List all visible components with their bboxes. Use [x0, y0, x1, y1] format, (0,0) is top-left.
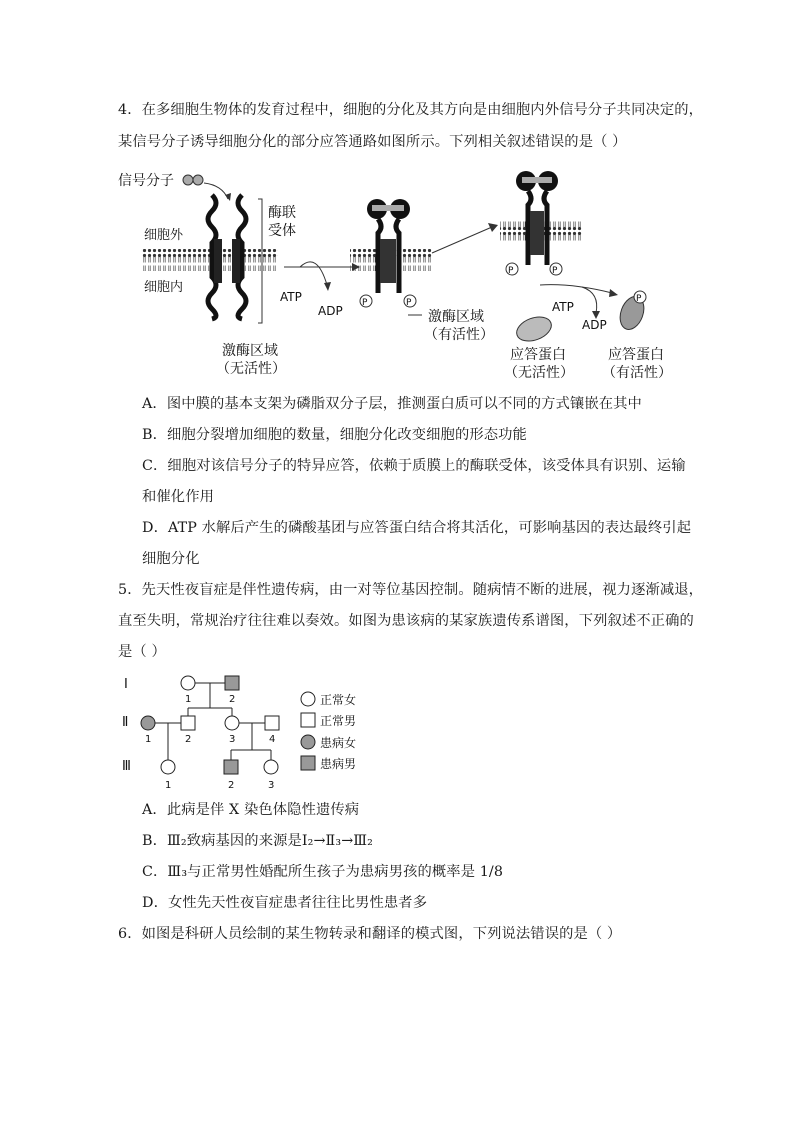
response-inactive-label-1: 应答蛋白	[510, 347, 566, 363]
q4-stem-line-2: 某信号分子诱导细胞分化的部分应答通路如图所示。下列相关叙述错误的是（ ）	[118, 134, 627, 150]
pedigree-chart	[118, 668, 398, 798]
II-2-normal-male	[181, 716, 195, 730]
II-4-normal-male	[265, 716, 279, 730]
q5-stem-line-1: 5．先天性夜盲症是伴性遗传病，由一对等位基因控制。随病情不断的进展，视力逐渐减退，	[118, 582, 704, 598]
panel-response	[500, 171, 672, 381]
svg-text:3: 3	[229, 734, 236, 745]
adp-label-1: ADP	[318, 304, 343, 318]
generation-3-label: Ⅲ	[122, 759, 131, 774]
q5-option-b: B．Ⅲ₂致病基因的来源是Ⅰ₂→Ⅱ₃→Ⅲ₂	[142, 833, 374, 849]
response-active-label-2: （有活性）	[602, 365, 672, 381]
inside-label: 细胞内	[144, 280, 184, 295]
svg-text:P: P	[362, 298, 368, 308]
response-active-label-1: 应答蛋白	[608, 347, 664, 363]
panel-inactive-receptor	[118, 173, 296, 377]
kinase-inactive-label-1: 激酶区域	[222, 343, 278, 359]
II-3-normal-female	[225, 716, 239, 730]
q4-option-d-line-2: 细胞分化	[142, 551, 200, 567]
q4-option-c-line-2: 和催化作用	[142, 489, 214, 505]
signal-pathway-figure	[112, 165, 692, 385]
q5-option-c: C．Ⅲ₃与正常男性婚配所生孩子为患病男孩的概率是 1/8	[142, 864, 504, 880]
kinase-active-label-1: 激酶区域	[428, 309, 484, 325]
I-1-normal-female	[181, 676, 195, 690]
q5-stem-line-3: 是（ ）	[118, 644, 166, 660]
generation-2-label: Ⅱ	[122, 715, 129, 730]
kinase-active-label-2: （有活性）	[424, 327, 494, 343]
kinase-inactive-label-2: （无活性）	[216, 361, 286, 377]
transition-arrow-2	[432, 223, 498, 253]
response-inactive-label-2: （无活性）	[504, 365, 574, 381]
svg-text:2: 2	[228, 780, 235, 791]
receptor-label-1: 酶联	[268, 205, 296, 221]
q4-option-d-line-1: D．ATP 水解后产生的磷酸基团与应答蛋白结合将其活化，可影响基因的表达最终引起	[142, 520, 692, 536]
adp-label-2: ADP	[582, 318, 607, 332]
III-3-normal-female	[264, 760, 278, 774]
q4-stem-line-1: 4．在多细胞生物体的发育过程中，细胞的分化及其方向是由细胞内外信号分子共同决定的，	[118, 102, 704, 118]
q4-option-c-line-1: C．细胞对该信号分子的特异应答，依赖于质膜上的酶联受体，该受体具有识别、运输	[142, 458, 686, 474]
transition-atp-1	[280, 262, 360, 318]
svg-text:P: P	[406, 298, 412, 308]
panel-active-receptor	[350, 199, 494, 343]
signal-molecule-icon	[183, 175, 193, 185]
III-1-normal-female	[161, 760, 175, 774]
svg-text:正常女: 正常女	[320, 693, 357, 707]
q5-option-a: A．此病是伴 X 染色体隐性遗传病	[142, 802, 360, 818]
pedigree-legend	[301, 692, 356, 771]
svg-text:患病男: 患病男	[320, 757, 357, 771]
q6-stem: 6．如图是科研人员绘制的某生物转录和翻译的模式图，下列说法错误的是（ ）	[118, 926, 622, 942]
svg-text:2: 2	[229, 694, 236, 705]
svg-text:3: 3	[268, 780, 275, 791]
generation-1-label: Ⅰ	[124, 677, 128, 692]
svg-text:4: 4	[269, 734, 276, 745]
signal-molecule-label: 信号分子	[118, 173, 174, 189]
svg-text:2: 2	[185, 734, 192, 745]
svg-text:P: P	[552, 266, 558, 276]
response-protein-inactive	[513, 313, 554, 346]
atp-label-1: ATP	[280, 290, 302, 304]
q5-option-d: D．女性先天性夜盲症患者往往比男性患者多	[142, 895, 428, 911]
svg-text:患病女: 患病女	[320, 736, 357, 750]
III-2-affected-male	[224, 760, 238, 774]
q4-option-b: B．细胞分裂增加细胞的数量，细胞分化改变细胞的形态功能	[142, 427, 527, 443]
receptor-label-2: 受体	[268, 223, 296, 239]
I-2-affected-male	[225, 676, 239, 690]
svg-text:1: 1	[165, 780, 172, 791]
q4-option-a: A．图中膜的基本支架为磷脂双分子层，推测蛋白质可以不同的方式镶嵌在其中	[142, 396, 642, 412]
svg-text:正常男: 正常男	[320, 714, 357, 728]
svg-text:1: 1	[185, 694, 192, 705]
svg-text:1: 1	[145, 734, 152, 745]
svg-text:P: P	[636, 294, 642, 304]
q5-stem-line-2: 直至失明，常规治疗往往难以奏效。如图为患该病的某家族遗传系谱图，下列叙述不正确的	[118, 613, 694, 629]
II-1-affected-female	[141, 716, 155, 730]
outside-label: 细胞外	[144, 228, 184, 243]
atp-label-2: ATP	[552, 300, 574, 314]
svg-text:P: P	[508, 266, 514, 276]
